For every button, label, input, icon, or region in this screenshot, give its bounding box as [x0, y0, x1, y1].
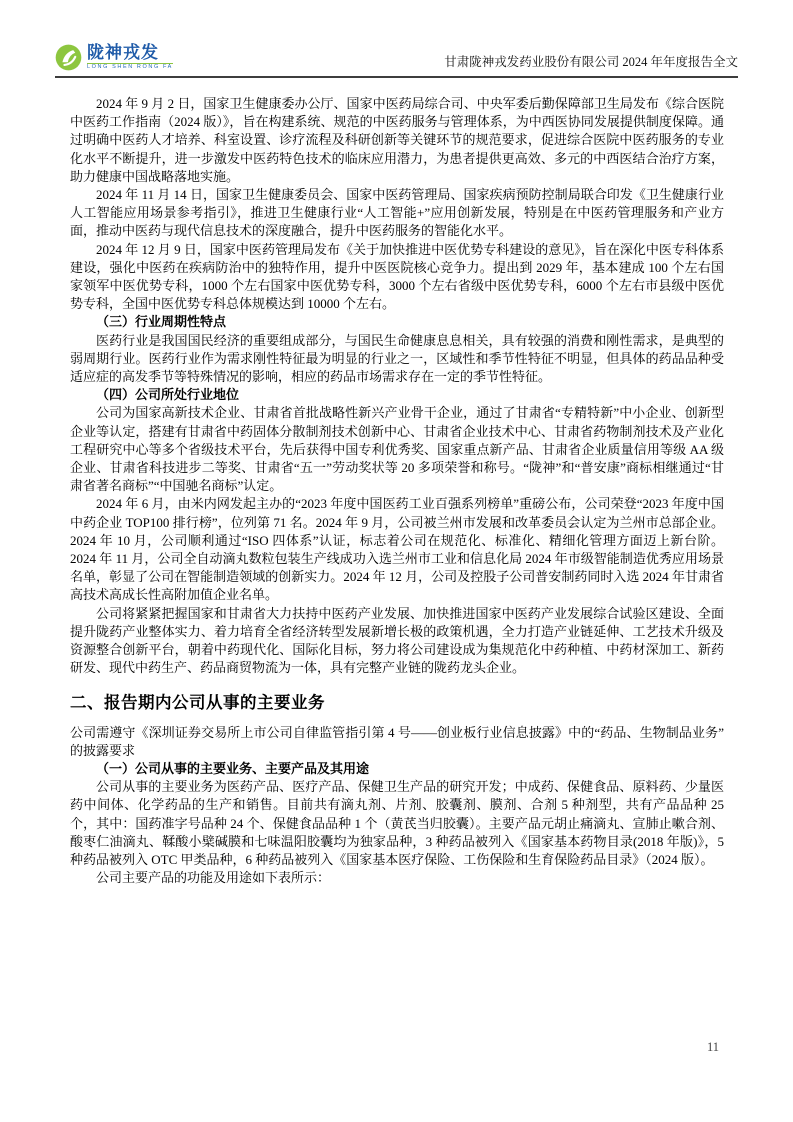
paragraph-policy-hospital-tcm-guide: 2024 年 9 月 2 日，国家卫生健康委办公厅、国家中医药局综合司、中央军委后勤保障部卫生局发布《综合医院中医药工作指南（2024 版）》，旨在构建系统、规范的中医药服务与管理体系，为中西医协同发展提供制度保障。通过明确中医药人才培养、科室设置、诊疗流程及科研创新等关键环节的规范要求，促进综合医院中医药服务的专业化水平不断提升，进一步激发中医药特色技术的临床应用潜力，为患者提供更高效、多元的中西医结合治疗方案，助力健康中国战略落地实施。: [70, 96, 724, 184]
paragraph-company-honors: 公司为国家高新技术企业、甘肃省首批战略性新兴产业骨干企业，通过了甘肃省“专精特新”中小企业、创新型企业等认定，搭建有甘肃省中药固体分散制剂技术创新中心、甘肃省企业技术中心、甘肃省药物制剂技术及产业化工程研究中心等多个省级技术平台，先后获得中国专利优秀奖、国家重点新产品、甘肃省企业质量信用等级 AA 级企业、甘肃省科技进步二等奖、甘肃省“五一”劳动奖状等 20 多项荣誉和称号。“陇神”和“普安康”商标相继通过“甘肃省著名商标”“中国驰名商标”认定。: [70, 405, 724, 494]
logo-brand-cn: 陇神戎发: [87, 43, 159, 63]
page-number: 11: [706, 1040, 720, 1054]
paragraph-company-rankings: 2024 年 6 月，由米内网发起主办的“2023 年度中国医药工业百强系列榜单”重磅公布，公司荣登“2023 年度中国中药企业 TOP100 排行榜”，位列第 71 名。2024 年 9 月，公司被兰州市发展和改革委员会认定为兰州市总部企业。2024 年 10 月，公司顺利通过“ISO 四体系”认证，标志着公司在规范化、标准化、精细化管理方面迈上新台阶。2024 年 11 月，公司全自动滴丸数粒包装生产线成功入选兰州市工业和信息化局 2024 年市级智能制造优秀应用场景名单，彰显了公司在智能制造领域的创新实力。2024 年 12 月，公司及控股子公司普安制药同时入选 2024 年甘肃省高技术高成长性高附加值企业名单。: [70, 496, 724, 603]
paragraph-company-strategy: 公司将紧紧把握国家和甘肃省大力扶持中医药产业发展、加快推进国家中医药产业发展综合试验区建设、全面提升陇药产业整体实力、着力培育全省经济转型发展新增长极的政策机遇，全力打造产业链延伸、工艺技术升级及资源整合创新平台，朝着中药现代化、国际化目标，努力将公司建设成为集规范化中药种植、中药材深加工、新药研发、现代中药生产、药品商贸物流为一体，具有完整产业链的陇药龙头企业。: [70, 605, 724, 676]
section-heading-main-products: （一）公司从事的主要业务、主要产品及其用途: [96, 760, 370, 776]
document-body: [70, 95, 724, 887]
logo-text: [87, 44, 173, 71]
paragraph-policy-ai-health: 2024 年 11 月 14 日，国家卫生健康委员会、国家中医药管理局、国家疾病预防控制局联合印发《卫生健康行业人工智能应用场景参考指引》，推进卫生健康行业“人工智能+”应用创新发展，特别是在中医药管理服务和产业方面，推动中医药与现代信息技术的深度融合，提升中医药服务的智能化水平。: [70, 187, 724, 239]
paragraph-main-products: 公司从事的主要业务为医药产品、医疗产品、保健卫生产品的研究开发；中成药、保健食品、原料药、少量医药中间体、化学药品的生产和销售。目前共有滴丸剂、片剂、胶囊剂、膜剂、合剂 5 种剂型，共有产品品种 25 个，其中：国药准字号品种 24 个、保健食品品种 1 个（黄芪当归胶囊）。主要产品元胡止痛滴丸、宣肺止嗽合剂、酸枣仁油滴丸、鞣酸小檗碱膜和七味温阳胶囊均为独家品种，3 种药品被列入《国家基本药物目录(2018 年版)》，5 种药品被列入 OTC 甲类品种，6 种药品被列入《国家基本医疗保险、工伤保险和生育保险药品目录》（2024 版）。: [70, 779, 724, 867]
logo-brand-en: LONG SHEN RONG FA: [87, 64, 173, 71]
paragraph-policy-tcm-specialty: 2024 年 12 月 9 日，国家中医药管理局发布《关于加快推进中医优势专科建设的意见》，旨在深化中医专科体系建设，强化中医药在疾病防治中的独特作用，提升中医医院核心竞争力。提出到 2029 年，基本建成 100 个左右国家领军中医优势专科，1000 个左右国家中医优势专科，3000 个左右省级中医优势专科，6000 个左右市县级中医优势专科，全国中医优势专科总体规模达到 10000 个左右。: [70, 241, 724, 312]
logo-icon: [55, 44, 82, 71]
page-header: [55, 44, 738, 78]
company-logo: [55, 44, 173, 71]
paragraph-products-table-intro: 公司主要产品的功能及用途如下表所示：: [96, 870, 331, 886]
chapter-heading-main-business: 二、报告期内公司从事的主要业务: [70, 693, 325, 712]
report-title: 甘肃陇神戎发药业股份有限公司 2024 年年度报告全文: [444, 55, 738, 69]
paragraph-industry-cycle: 医药行业是我国国民经济的重要组成部分，与国民生命健康息息相关，具有较强的消费和刚性需求，是典型的弱周期行业。医药行业作为需求刚性特征最为明显的行业之一，区域性和季节性特征不明显，但具体的药品品种受适应症的高发季节等特殊情况的影响，相应的药品市场需求存在一定的季节性特征。: [70, 332, 724, 385]
section-heading-industry-position: （四）公司所处行业地位: [96, 387, 240, 403]
section-heading-industry-cycle: （三）行业周期性特点: [96, 314, 227, 330]
paragraph-disclosure-requirement: 公司需遵守《深圳证券交易所上市公司自律监管指引第 4 号——创业板行业信息披露》中的“药品、生物制品业务”的披露要求: [70, 724, 724, 758]
